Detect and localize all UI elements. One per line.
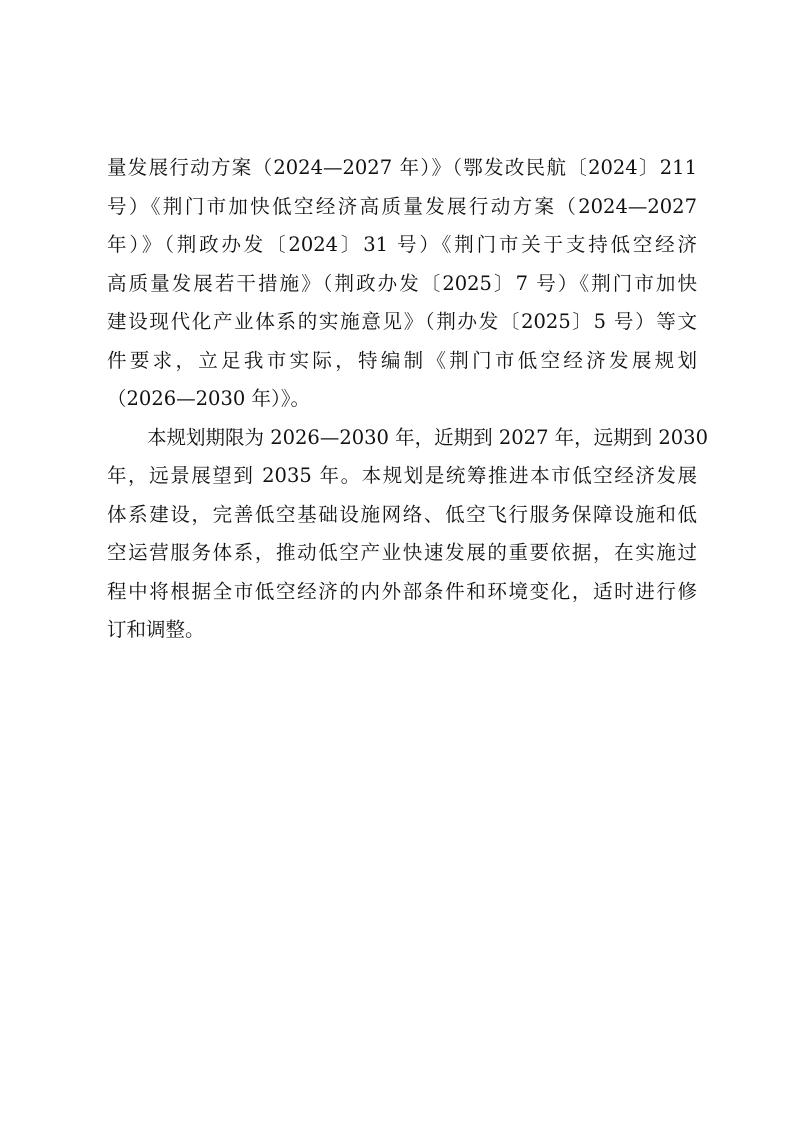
- document-body: [107, 149, 708, 650]
- text-line: 体系建设，完善低空基础设施网络、低空飞行服务保障设施和低: [107, 502, 697, 526]
- text-line: 程中将根据全市低空经济的内外部条件和环境变化，适时进行修: [107, 579, 697, 603]
- text-line: 订和调整。: [107, 618, 205, 641]
- text-line: 本规划期限为 2026—2030 年，近期到 2027 年，远期到 2030: [147, 425, 708, 449]
- paragraph-2: [107, 419, 708, 650]
- text-line: 号）《荆门市加快低空经济高质量发展行动方案（2024—2027: [107, 194, 697, 218]
- text-line: 年，远景展望到 2035 年。本规划是统筹推进本市低空经济发展: [107, 464, 697, 487]
- text-line: （2026—2030 年）》。: [107, 387, 310, 410]
- text-line: 空运营服务体系，推动低空产业快速发展的重要依据，在实施过: [107, 541, 697, 564]
- text-line: 件要求，立足我市实际，特编制《荆门市低空经济发展规划: [107, 348, 697, 372]
- paragraph-1: [107, 149, 697, 419]
- text-line: 高质量发展若干措施》（荆政办发〔2025〕7 号）《荆门市加快: [107, 271, 697, 295]
- text-line: 建设现代化产业体系的实施意见》（荆办发〔2025〕5 号）等文: [107, 310, 697, 333]
- text-line: 年）》（荆政办发〔2024〕31 号）《荆门市关于支持低空经济: [107, 233, 697, 256]
- text-line: 量发展行动方案（2024—2027 年）》（鄂发改民航〔2024〕211: [107, 156, 697, 179]
